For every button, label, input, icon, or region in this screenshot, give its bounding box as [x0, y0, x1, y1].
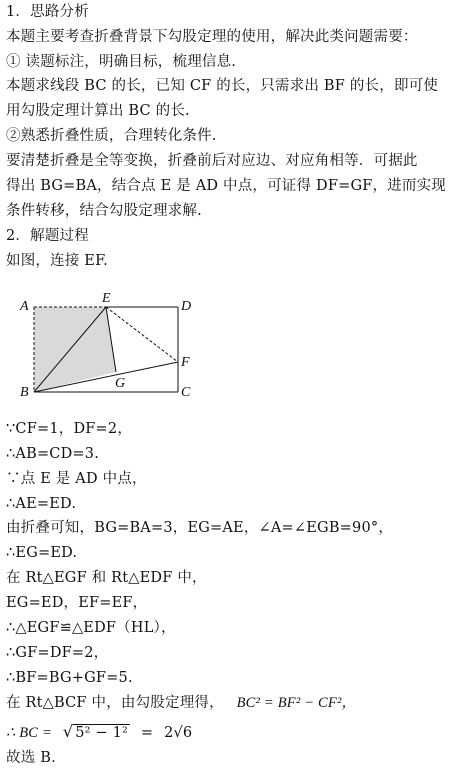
equals-sign: =	[140, 725, 154, 741]
geometry-figure	[16, 290, 206, 410]
section1-paragraph: 用勾股定理计算出 BC 的长.	[6, 103, 190, 119]
section1-paragraph: ②熟悉折叠性质，合理转化条件.	[6, 128, 217, 144]
section1-paragraph: ① 读题标注，明确目标，梳理信息.	[6, 54, 237, 70]
section1-paragraph: 要清楚折叠是全等变换，折叠前后对应边、对应角相等．可据此	[6, 153, 418, 169]
sqrt-expression	[63, 722, 130, 743]
sqrt-icon: √	[62, 722, 74, 741]
section1-paragraph: 本题求线段 BC 的长，已知 CF 的长，只需求出 BF 的长，即可使	[6, 78, 439, 94]
proof-line: ∴△EGF≌△EDF（HL），	[6, 620, 176, 636]
proof-line: EG=ED，EF=EF，	[6, 595, 148, 611]
segment-EF	[106, 307, 178, 362]
label-E: E	[102, 291, 111, 306]
proof-line: ∴BF=BG+GF=5.	[6, 670, 133, 686]
label-C: C	[181, 385, 191, 400]
sqrt-radicand: 5² − 1²	[75, 725, 129, 741]
section1-paragraph: 本题主要考查折叠背景下勾股定理的使用，解决此类问题需要：	[6, 29, 418, 45]
section1-paragraph: 条件转移，结合勾股定理求解.	[6, 203, 202, 219]
proof-line: ∴AE=ED.	[6, 496, 77, 512]
pythagoras-formula: BC² = BF² − CF²，	[236, 695, 357, 711]
proof-line: 在 Rt△EGF 和 Rt△EDF 中，	[6, 570, 207, 586]
proof-line: ∴EG=ED.	[6, 545, 78, 561]
label-F: F	[181, 355, 190, 370]
section2-title: 2．解题过程	[6, 228, 89, 244]
proof-line: ∵CF=1，DF=2，	[6, 421, 133, 437]
proof-line: ∴GF=DF=2，	[6, 645, 109, 661]
proof-line: 故选 B.	[6, 750, 56, 766]
section1-title: 1．思路分析	[6, 4, 89, 20]
proof-line-prefix: 在 Rt△BCF 中，由勾股定理得，	[6, 695, 224, 711]
label-B: B	[20, 385, 29, 400]
proof-line	[6, 693, 456, 713]
proof-line: 由折叠可知，BG=BA=3，EG=AE，∠A=∠EGB=90°，	[6, 520, 394, 536]
proof-line: ∵点 E 是 AD 中点，	[6, 471, 147, 487]
proof-line	[6, 722, 456, 746]
label-A: A	[20, 299, 29, 314]
bc-result-prefix: ∴ BC =	[6, 725, 52, 741]
section1-paragraph: 得出 BG=BA，结合点 E 是 AD 中点，可证得 DF=GF，进而实现	[6, 178, 446, 194]
label-G: G	[115, 376, 126, 391]
section2-paragraph: 如图，连接 EF.	[6, 253, 108, 269]
proof-line: ∴AB=CD=3.	[6, 446, 100, 462]
bc-result-value: 2√6	[164, 725, 193, 741]
label-D: D	[181, 299, 192, 314]
